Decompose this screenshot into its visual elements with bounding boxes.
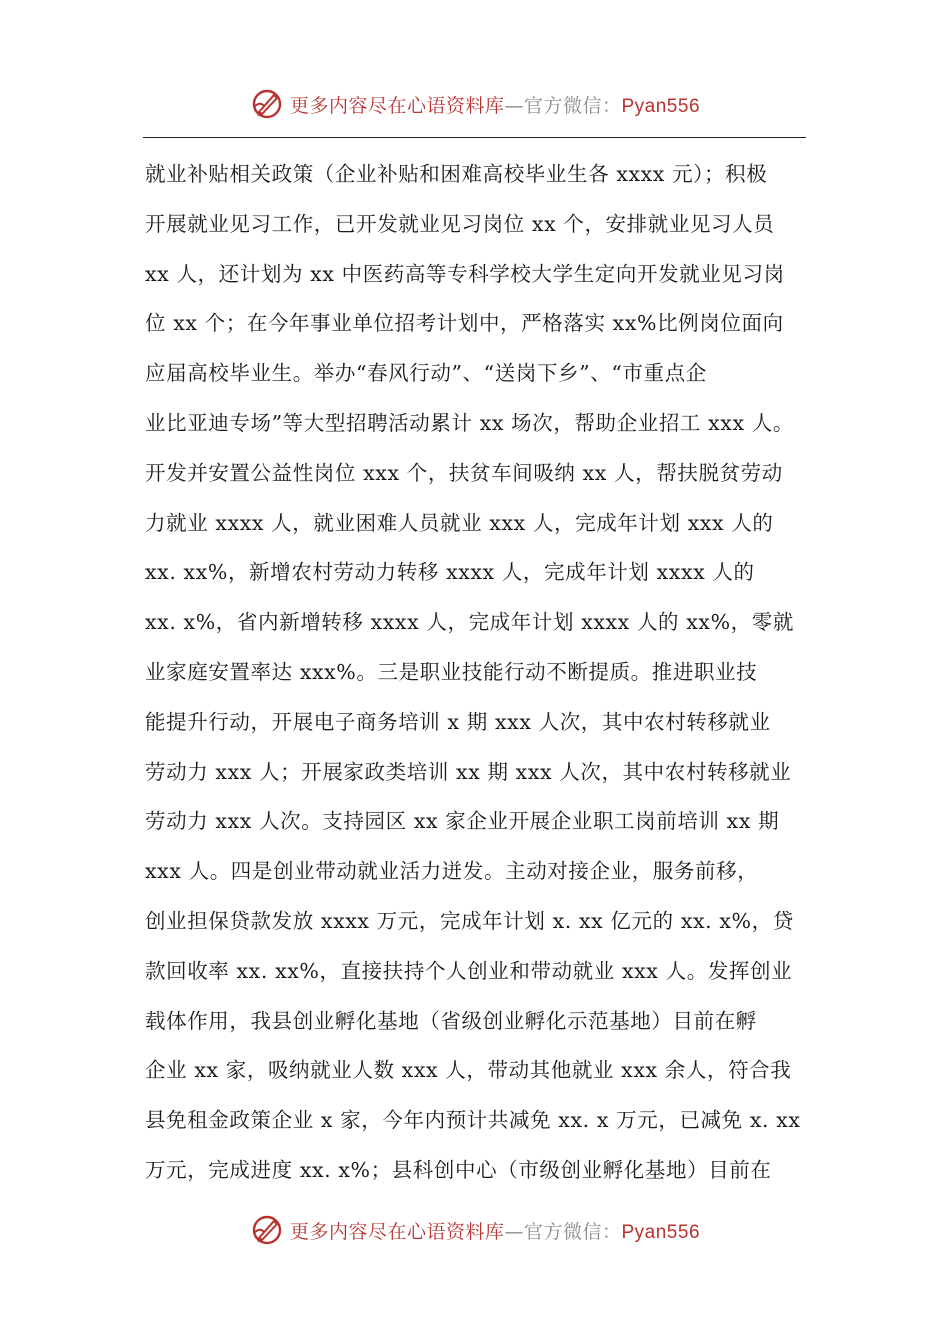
watermark-brand: 更多内容尽在心语资料库 [289,1220,505,1243]
pen-circle-logo-icon [250,87,284,121]
watermark-brand: 更多内容尽在心语资料库 [289,94,505,117]
text-line: 劳动力 xxx 人；开展家政类培训 xx 期 xxx 人次，其中农村转移就业 [145,759,792,784]
header-watermark [0,84,950,124]
text-line: 业比亚迪专场”等大型招聘活动累计 xx 场次，帮助企业招工 xxx 人。 [145,410,794,435]
header-divider [143,137,806,138]
text-line: 就业补贴相关政策（企业补贴和困难高校毕业生各 xxxx 元）；积极 [145,162,768,186]
text-line: 万元，完成进度 xx. x%；县科创中心（市级创业孵化基地）目前在 [145,1157,772,1182]
text-line: 业家庭安置率达 xxx%。三是职业技能行动不断提质。推进职业技 [145,659,758,684]
text-line: 载体作用，我县创业孵化基地（省级创业孵化示范基地）目前在孵 [145,1008,757,1033]
watermark-text [290,1217,700,1244]
text-line: 位 xx 个；在今年事业单位招考计划中，严格落实 xx%比例岗位面向 [145,311,784,336]
watermark-official-label: 官方微信： [523,1220,622,1243]
text-line: 开展就业见习工作，已开发就业见习岗位 xx 个，安排就业见习人员 [145,211,775,236]
text-line: 企业 xx 家，吸纳就业人数 xxx 人，带动其他就业 xxx 余人，符合我 [145,1058,792,1083]
text-line: xx. x%，省内新增转移 xxxx 人，完成年计划 xxxx 人的 xx%，零就 [145,610,794,635]
text-line: 县免租金政策企业 x 家，今年内预计共减免 xx. x 万元，已减免 x. xx [145,1108,801,1133]
text-line: 创业担保贷款发放 xxxx 万元，完成年计划 x. xx 亿元的 xx. x%，贷 [145,908,794,933]
text-line: xx 人，还计划为 xx 中医药高等专科学校大学生定向开发就业见习岗 [145,261,785,286]
text-line: 能提升行动，开展电子商务培训 x 期 xxx 人次，其中农村转移就业 [145,709,771,734]
text-line: 劳动力 xxx 人次。支持园区 xx 家企业开展企业职工岗前培训 xx 期 [145,809,780,834]
text-line: 款回收率 xx. xx%，直接扶持个人创业和带动就业 xxx 人。发挥创业 [145,958,793,983]
document-body [145,150,815,1196]
pen-circle-logo-icon [250,1213,284,1247]
watermark-wechat-id: Pyan556 [621,1221,701,1243]
watermark-dash: — [504,94,524,117]
watermark-dash: — [504,1220,524,1243]
text-line: xx. xx%，新增农村劳动力转移 xxxx 人，完成年计划 xxxx 人的 [145,560,755,585]
watermark-text [290,91,700,118]
text-line: 应届高校毕业生。举办“春风行动”、“送岗下乡”、“市重点企 [145,361,707,386]
watermark-official-label: 官方微信： [523,94,622,117]
text-line: xxx 人。四是创业带动就业活力迸发。主动对接企业，服务前移， [145,859,759,884]
text-line: 力就业 xxxx 人，就业困难人员就业 xxx 人，完成年计划 xxx 人的 [145,510,774,535]
footer-watermark [0,1210,950,1250]
text-line: 开发并安置公益性岗位 xxx 个，扶贫车间吸纳 xx 人，帮扶脱贫劳动 [145,460,783,485]
watermark-wechat-id: Pyan556 [621,95,701,117]
